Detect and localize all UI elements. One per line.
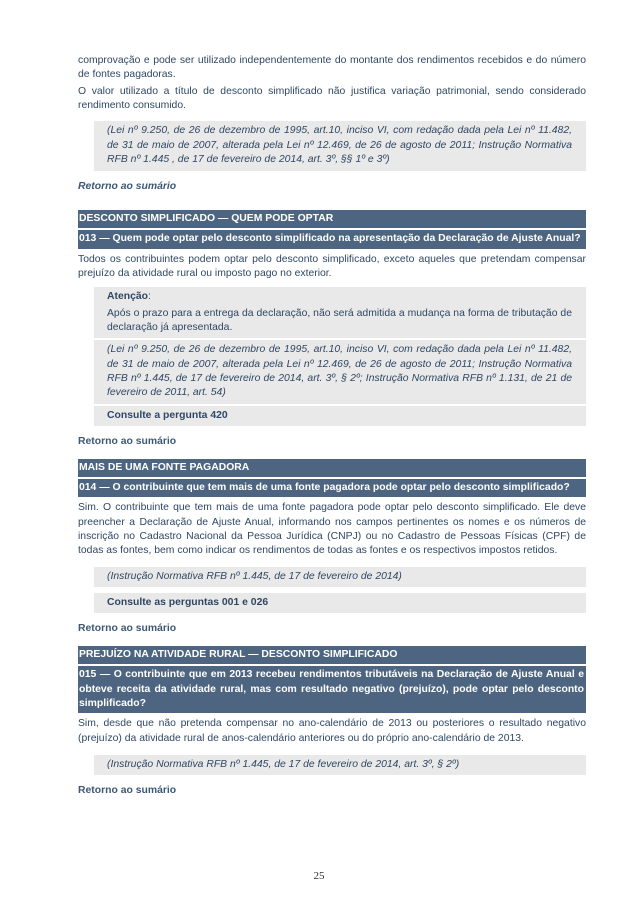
attention-box: Atenção: Após o prazo para a entrega da declaração, não será admitida a mudança na forma de tributação de declaração já apresentada. [94,287,586,338]
legal-citation [94,121,586,170]
attention-label: Atenção [107,291,148,303]
return-to-summary-link[interactable]: Retorno ao sumário [78,180,177,192]
citation-text: (Instrução Normativa RFB nº 1.445, de 17 de fevereiro de 2014) [107,570,402,582]
page-number: 25 [313,870,325,882]
return-to-summary-link[interactable]: Retorno ao sumário [78,623,177,635]
paragraph: O valor utilizado a título de desconto simplificado não justifica variação patrimonial, sendo considerado rendimento consumido. [78,85,586,112]
answer-text: Sim. O contribuinte que tem mais de uma fonte pagadora pode optar pelo desconto simplificado. Ele deve preencher a Declaração de Ajuste Anual, informando nos campos pertinentes os nomes e os números de inscrição no Cadastro Nacional da Pessoa Jurídica (CNPJ) ou no Cadastro de Pessoas Físicas (CPF) de todas as fontes, bem como indicar os rendimentos de todas as fontes e os respectivos impostos retidos. [78,502,586,557]
citation-text: (Lei nº 9.250, de 26 de dezembro de 1995, art.10, inciso VI, com redação dada pela Lei nº 11.482, de 31 de maio de 2007, alterada pela Lei nº 12.469, de 26 de agosto de 2011; Instrução Normativa RFB nº 1.445 , de 17 de fevereiro de 2014, art. 3º, §§ 1º e 3º) [107,125,572,166]
section-heading: MAIS DE UMA FONTE PAGADORA [78,459,586,477]
question-heading: 014 — O contribuinte que tem mais de uma fonte pagadora pode optar pelo desconto simplificado? [78,479,586,497]
see-also-box [94,406,586,426]
legal-citation [94,567,586,587]
see-also-link[interactable]: Consulte a pergunta 420 [107,409,228,421]
see-also-box [94,593,586,613]
question-heading: 015 — O contribuinte que em 2013 recebeu rendimentos tributáveis na Declaração de Ajuste Anual e obteve receita da atividade rural, mas com resultado negativo (prejuízo), pode optar pelo desconto simplificado? [78,666,586,713]
question-heading: 013 — Quem pode optar pelo desconto simplificado na apresentação da Declaração de Ajuste Anual? [78,230,586,248]
citation-text: (Lei nº 9.250, de 26 de dezembro de 1995, art.10, inciso VI, com redação dada pela Lei nº 11.482, de 31 de maio de 2007, alterada pela Lei nº 12.469, de 26 de agosto de 2011; Instrução Normativa RFB nº 1.445, de 17 de fevereiro de 2014, art. 3º, § 2º; Instrução Normativa RFB nº 1.131, de 21 de fevereiro de 2011, art. 54) [107,344,572,399]
return-to-summary-link[interactable]: Retorno ao sumário [78,785,177,797]
see-also-link[interactable]: Consulte as perguntas 001 e 026 [107,597,269,609]
answer-text: Sim, desde que não pretenda compensar no ano-calendário de 2013 ou posteriores o resultado negativo (prejuízo) da atividade rural de anos-calendário anteriores ou do próprio ano-calendário de 2013. [78,718,586,744]
document-page [78,54,586,799]
section-heading: DESCONTO SIMPLIFICADO — QUEM PODE OPTAR [78,210,586,228]
answer-text: Todos os contribuintes podem optar pelo desconto simplificado, exceto aqueles que pretendam compensar prejuízo da atividade rural ou imposto pago no exterior. [78,253,586,279]
attention-text: Após o prazo para a entrega da declaração, não será admitida a mudança na forma de tributação de declaração já apresentada. [107,307,572,334]
return-to-summary-link[interactable]: Retorno ao sumário [78,436,177,448]
legal-citation [94,340,586,403]
section-heading: PREJUÍZO NA ATIVIDADE RURAL — DESCONTO SIMPLIFICADO [78,646,586,664]
citation-text: (Instrução Normativa RFB nº 1.445, de 17 de fevereiro de 2014, art. 3º, § 2º) [107,758,460,770]
legal-citation [94,755,586,775]
paragraph: comprovação e pode ser utilizado independentemente do montante dos rendimentos recebidos e do número de fontes pagadoras. [78,55,586,81]
